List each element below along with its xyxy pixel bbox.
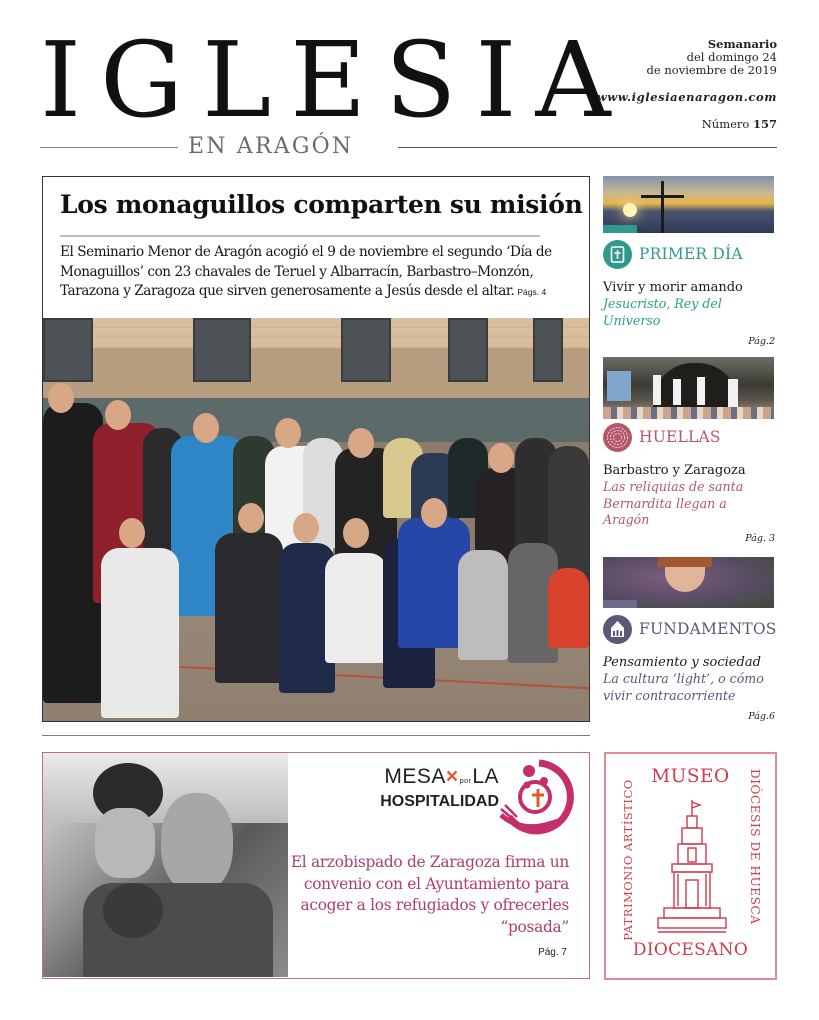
- divider: [42, 735, 590, 736]
- section-deck[interactable]: Jesucristo, Rey del Universo: [603, 296, 722, 328]
- grotto-priest: [653, 375, 661, 405]
- museum-title-bottom: DIOCESANO: [632, 940, 749, 960]
- section-kicker: Vivir y morir amando: [603, 280, 743, 295]
- grotto-priest: [728, 379, 738, 409]
- issue-label: Número: [701, 117, 750, 131]
- photo-face: [293, 513, 319, 543]
- thumbnail-accent: [603, 225, 637, 233]
- lead-text: El Seminario Menor de Aragón acogió el 9 de noviembre el segundo ‘Día de Monaguillos’ con 23 chavales de Teruel y Albarracín, Barbastro–Monzón, Tarazona y Zaragoza que sirven generosamente a Jesús desde el altar.: [60, 244, 552, 299]
- cross-vertical: [661, 181, 664, 233]
- publication-frequency: Semanario: [707, 37, 777, 51]
- museum-side-right: DIÓCESIS DE HUESCA: [748, 769, 762, 925]
- section-header: [603, 422, 777, 454]
- hospitality-headline[interactable]: El arzobispado de Zaragoza firma un convenio con el Ayuntamiento para acoger a los refugiados y ofrecerles “posada”: [290, 853, 569, 936]
- thumbnail-cross-sunset: [603, 176, 774, 233]
- photo-window: [43, 318, 93, 382]
- section-title[interactable]: FUNDAMENTOS: [639, 620, 777, 638]
- photo-window: [341, 318, 391, 382]
- thumbnail-woman-lavender: [603, 557, 774, 608]
- photo-face: [275, 418, 301, 448]
- main-lead: [60, 243, 580, 303]
- photo-face: [48, 383, 74, 413]
- photo-person: [548, 568, 589, 648]
- photo-person: [325, 553, 387, 663]
- thumbnail-accent: [603, 600, 637, 608]
- masthead-title: IGLESIA: [40, 19, 630, 141]
- grotto-priest: [697, 377, 705, 405]
- sidebar-item-fundamentos[interactable]: [603, 557, 777, 722]
- issue-info: [577, 38, 777, 131]
- section-deck[interactable]: La cultura ‘light’, o cómo vivir contracorriente: [603, 671, 764, 703]
- photo-face: [105, 400, 131, 430]
- logo-word-hospitalidad: HOSPITALIDAD: [380, 793, 499, 810]
- grotto-banner: [607, 371, 631, 401]
- tower-monument-icon: [656, 798, 728, 938]
- main-headline[interactable]: Los monaguillos comparten su misión: [60, 190, 583, 219]
- logo-word-la: LA: [472, 765, 499, 788]
- refugee-family-photo: [43, 753, 288, 977]
- page-reference[interactable]: Pág. 3: [745, 532, 775, 544]
- photo-face: [348, 428, 374, 458]
- photo-person: [215, 533, 283, 683]
- cross-horizontal: [641, 195, 684, 198]
- hospitality-logo-text: [379, 766, 499, 811]
- hospitality-feature[interactable]: [42, 752, 590, 979]
- section-deck[interactable]: Las reliquias de santa Bernardita llegan a Aragón: [603, 479, 744, 527]
- sidebar-item-primer-dia[interactable]: [603, 176, 777, 347]
- photo-face: [193, 413, 219, 443]
- grotto-priest: [673, 379, 681, 405]
- section-kicker: Pensamiento y sociedad: [603, 655, 761, 670]
- photo-face: [95, 808, 155, 878]
- bible-cross-icon: [603, 240, 632, 269]
- church-icon: [603, 615, 632, 644]
- section-title[interactable]: PRIMER DÍA: [639, 245, 743, 263]
- issue-date-line2: de noviembre de 2019: [646, 63, 777, 77]
- divider: [60, 235, 540, 237]
- page-reference[interactable]: Pág.2: [748, 336, 775, 347]
- thumbnail-grotto: [603, 357, 774, 419]
- main-story[interactable]: [42, 176, 590, 722]
- page-reference[interactable]: Pág.6: [748, 711, 775, 722]
- grotto-crowd: [603, 407, 774, 419]
- issue-date-line1: del domingo 24: [686, 50, 777, 64]
- issue-number-value: 157: [752, 117, 777, 131]
- museum-side-left: PATRIMONIO ARTÍSTICO: [621, 779, 635, 941]
- photo-person: [101, 548, 179, 718]
- fingerprint-icon: [603, 423, 632, 452]
- page-reference[interactable]: Pág. 7: [538, 947, 567, 958]
- sidebar-item-huellas[interactable]: [603, 357, 777, 544]
- photo-face: [343, 518, 369, 548]
- masthead-subtitle-row: [40, 134, 777, 160]
- grotto-cave: [653, 363, 738, 413]
- museum-ad[interactable]: [604, 752, 777, 980]
- photo-window: [533, 318, 563, 382]
- group-photo: [43, 318, 589, 721]
- page-reference[interactable]: Págs. 4: [517, 287, 547, 297]
- photo-child: [103, 883, 163, 938]
- photo-face: [421, 498, 447, 528]
- photo-window: [193, 318, 251, 382]
- issue-number: [577, 118, 777, 131]
- masthead-subtitle: EN ARAGÓN: [188, 134, 354, 159]
- website-link[interactable]: www.iglesiaenaragon.com: [596, 90, 777, 104]
- sun-shape: [623, 203, 637, 217]
- section-kicker: Barbastro y Zaragoza: [603, 463, 746, 478]
- divider: [398, 147, 777, 148]
- museum-title-top: MUSEO: [651, 766, 730, 787]
- logo-por: por: [459, 778, 472, 785]
- section-header: [603, 614, 777, 646]
- hospitality-logo-icon: [499, 759, 577, 837]
- logo-x: ×: [445, 765, 459, 788]
- photo-face: [488, 443, 514, 473]
- logo-word-mesa: MESA: [384, 765, 446, 788]
- photo-window: [448, 318, 488, 382]
- hair-shape: [658, 557, 712, 567]
- photo-face: [119, 518, 145, 548]
- photo-face: [238, 503, 264, 533]
- photo-person: [458, 550, 508, 660]
- divider: [40, 147, 178, 148]
- photo-face: [161, 793, 233, 893]
- photo-facade-band: [43, 348, 589, 398]
- section-header: [603, 239, 777, 271]
- section-title[interactable]: HUELLAS: [639, 428, 721, 446]
